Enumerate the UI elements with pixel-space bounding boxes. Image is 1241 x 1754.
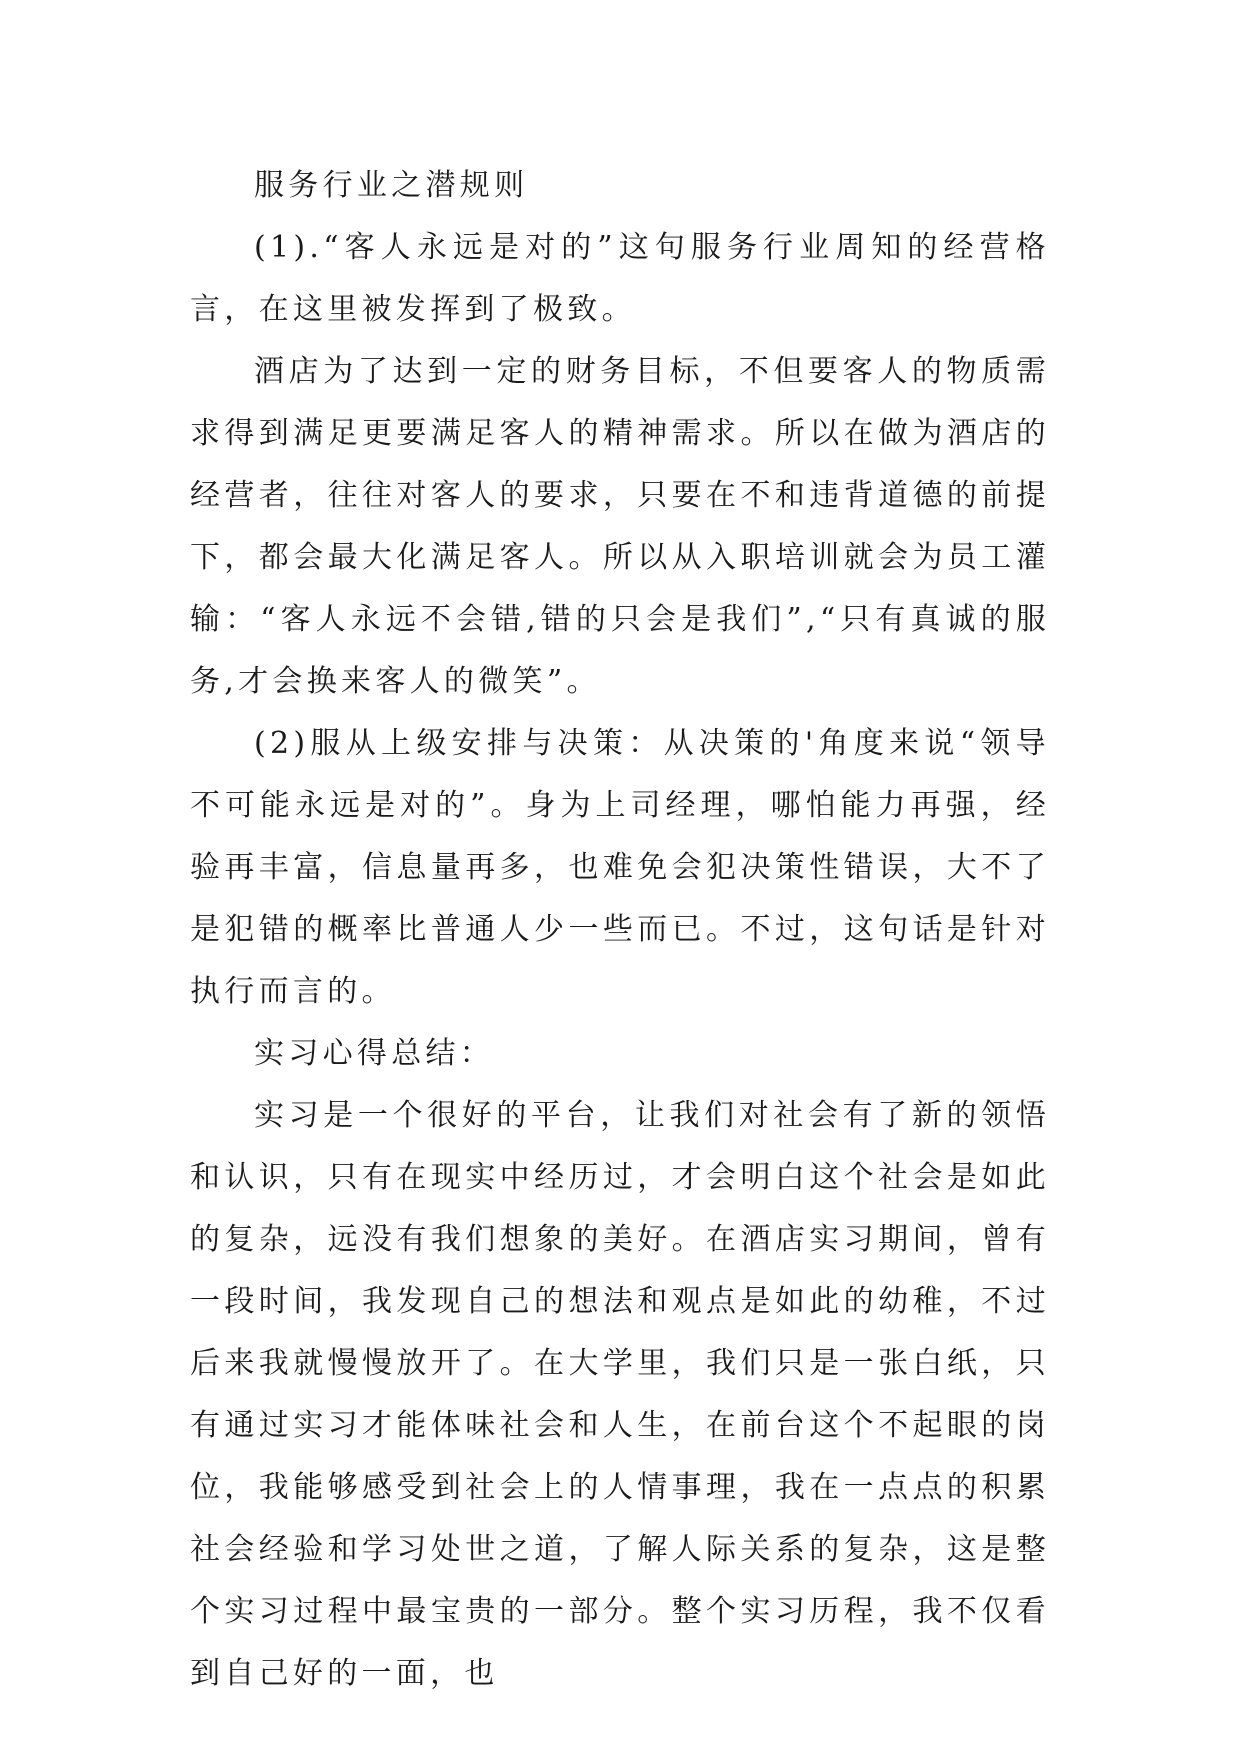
paragraph-internship-reflection: 实习是一个很好的平台，让我们对社会有了新的领悟和认识，只有在现实中经历过，才会明白这个社会是如此的复杂，远没有我们想象的美好。在酒店实习期间，曾有一段时间，我发现自己的想法和观点是如此的幼稚，不过后来我就慢慢放开了。在大学里，我们只是一张白纸，只有通过实习才能体味社会和人生，在前台这个不起眼的岗位，我能够感受到社会上的人情事理，我在一点点的积累社会经验和学习处世之道，了解人际关系的复杂，这是整个实习过程中最宝贵的一部分。整个实习历程，我不仅看到自己好的一面，也 [190, 1098, 1050, 1691]
paragraph-obey-superiors: (2)服从上级安排与决策：从决策的'角度来说“领导不可能永远是对的”。身为上司经理，哪怕能力再强，经验再丰富，信息量再多，也难免会犯决策性错误，大不了是犯错的概率比普通人少一些而已。不过，这句话是针对执行而言的。 [190, 726, 1050, 1009]
document-body [190, 155, 1050, 1705]
paragraph-hotel-goals: 酒店为了达到一定的财务目标，不但要客人的物质需求得到满足更要满足客人的精神需求。所以在做为酒店的经营者，往往对客人的要求，只要在不和违背道德的前提下，都会最大化满足客人。所以从入职培训就会为员工灌输：“客人永远不会错,错的只会是我们”,“只有真诚的服务,才会换来客人的微笑”。 [190, 354, 1050, 699]
document-title: 服务行业之潜规则 [254, 168, 529, 203]
paragraph-customer-always-right: (1).“客人永远是对的”这句服务行业周知的经营格言，在这里被发挥到了极致。 [190, 230, 1050, 327]
section-heading-internship-summary: 实习心得总结： [254, 1036, 495, 1071]
